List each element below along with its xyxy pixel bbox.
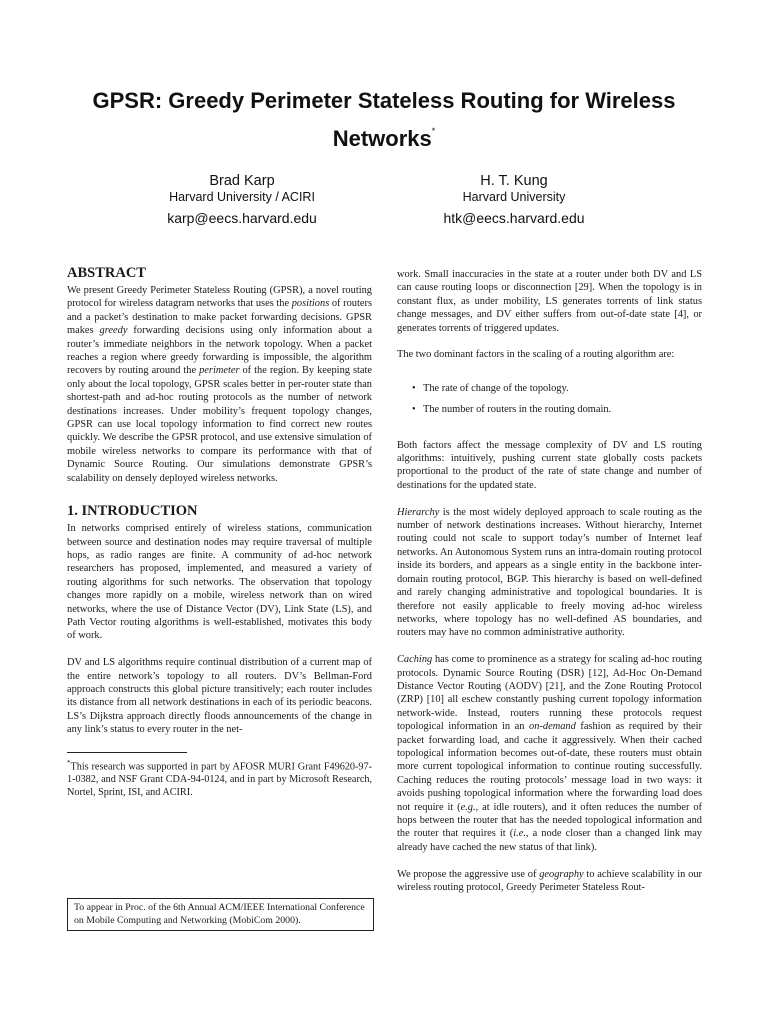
- proceedings-notice: To appear in Proc. of the 6th Annual ACM/IEEE International Conference on Mobile Computing and Networking (MobiCom 2000).: [67, 898, 374, 931]
- author-name: H. T. Kung: [480, 173, 548, 189]
- left-column: [67, 265, 372, 737]
- abstract-text: We present Greedy Perimeter Stateless Routing (GPSR), a novel routing protocol for wireless datagram networks that uses the positions of routers and a packet’s destination to make packet forwarding decisions. GPSR makes greedy forwarding decisions using only information about a router’s immediate neighbors in the network topology. When a packet reaches a region where greedy forwarding is impossible, the algorithm recovers by routing around the perimeter of the region. By keeping state only about the local topology, GPSR scales better in per-router state than shortest-path and ad-hoc routing protocols as the number of network destinations increases. Under mobility’s frequent topology changes, GPSR can use local topology information to find correct new routes quickly. We describe the GPSR protocol, and use extensive simulation of mobile wireless networks to compare its performance with that of Dynamic Source Routing. Our simulations demonstrate GPSR’s scalability on densely deployed wireless networks.: [67, 285, 372, 484]
- scaling-factors-list: [397, 382, 702, 417]
- title-footnote-mark: *: [431, 126, 436, 136]
- hierarchy-paragraph: Hierarchy is the most widely deployed approach to scale routing as the number of network destinations increases. Without hierarchy, Internet routing could not scale to support today’s number of Internet leaf networks. An Autonomous System runs an intra-domain routing protocol inside its borders, and appears as a single entity in the backbone inter-domain routing protocol, BGP. This hierarchy is based on well-defined and rarely changing administrative and topological boundaries. It is therefore not easily applicable to freely moving ad-hoc wireless networks, where topology has no well-defined AS boundaries, and routers may have no common administrative authority.: [397, 506, 702, 639]
- introduction-heading: 1. INTRODUCTION: [67, 503, 198, 520]
- footnote: *This research was supported in part by AFOSR MURI Grant F49620-97-1-0382, and NSF Grant CDA-94-0124, and in part by Microsoft Research, Nortel, Sprint, ISI, and ACIRI.: [67, 759, 372, 798]
- paper-title: [60, 86, 708, 154]
- author-affiliation: Harvard University: [462, 190, 566, 204]
- title-line-2: Networks*: [332, 126, 436, 151]
- abstract-heading: ABSTRACT: [67, 265, 146, 281]
- geography-paragraph: We propose the aggressive use of geography to achieve scalability in our wireless routing protocol, Greedy Perimeter Stateless Rout-: [397, 868, 702, 893]
- intro-paragraph-2: DV and LS algorithms require continual distribution of a current map of the entire network’s topology to all routers. DV’s Bellman-Ford approach constructs this global picture transitively; each router includes its distance from all network destinations in each of its periodic beacons. LS’s Dijkstra approach directly floods announcements of the change in any link’s status to every router in the net-: [67, 657, 372, 736]
- list-item: • The number of routers in the routing domain.: [397, 403, 702, 416]
- right-paragraph-3: Both factors affect the message complexity of DV and LS routing algorithms: intuitively, pushing current state globally costs packets proportional to the product of the rate of state change and number of destinations for the updated state.: [397, 439, 702, 491]
- author-email[interactable]: htk@eecs.harvard.edu: [443, 210, 585, 226]
- author-name: Brad Karp: [209, 173, 275, 189]
- right-column: [397, 268, 702, 894]
- caching-paragraph: Caching has come to prominence as a strategy for scaling ad-hoc routing protocols. Dynamic Source Routing (DSR) [12], Ad-Hoc On-Demand Distance Vector Routing (AODV) [21], and the Zone Routing Protocol (ZRP) [10] all eschew constantly pushing current topology information network-wide. Instead, routers running these protocols request topological information in an on-demand fashion as required by their packet forwarding load, and cache it aggressively. When their cached topological information becomes out-of-date, these routers must obtain more current topological information to continue routing successfully. Caching reduces the routing protocols’ message load in two ways: it avoids pushing topological information where the forwarding load does not require it (e.g., at idle routers), and it often reduces the number of hops between the router that has the needed topological information and the router that requires it (i.e., a node closer than a changed link may already have cached the new status of that link).: [397, 654, 702, 853]
- footnote-mark: *: [67, 759, 71, 767]
- intro-paragraph-1: In networks comprised entirely of wireless stations, communication between source and destination nodes may require traversal of multiple hops, as radio ranges are finite. A community of ad-hoc network researchers has proposed, implemented, and measured a variety of routing algorithms for such networks. The observation that topology changes more rapidly on a mobile, wireless network than on wired networks, where the use of Distance Vector (DV), Link State (LS), and Path Vector routing algorithms is well-established, motivates this body of work.: [67, 523, 372, 642]
- author-block-2: [414, 172, 614, 228]
- title-line-1: GPSR: Greedy Perimeter Stateless Routing for Wireless: [92, 88, 676, 113]
- list-item: • The rate of change of the topology.: [397, 382, 702, 395]
- right-paragraph-2: The two dominant factors in the scaling of a routing algorithm are:: [397, 349, 675, 361]
- right-paragraph-1: work. Small inaccuracies in the state at a router under both DV and LS can cause routing loops or disconnection [29]. When the topology is in constant flux, as under mobility, LS generates torrents of link status change messages, and DV either suffers from out-of-date state [4], or generates torrents of triggered updates.: [397, 269, 702, 334]
- author-email[interactable]: karp@eecs.harvard.edu: [167, 210, 317, 226]
- author-block-1: [137, 172, 347, 228]
- footnote-rule: [67, 752, 187, 753]
- author-affiliation: Harvard University / ACIRI: [169, 190, 315, 204]
